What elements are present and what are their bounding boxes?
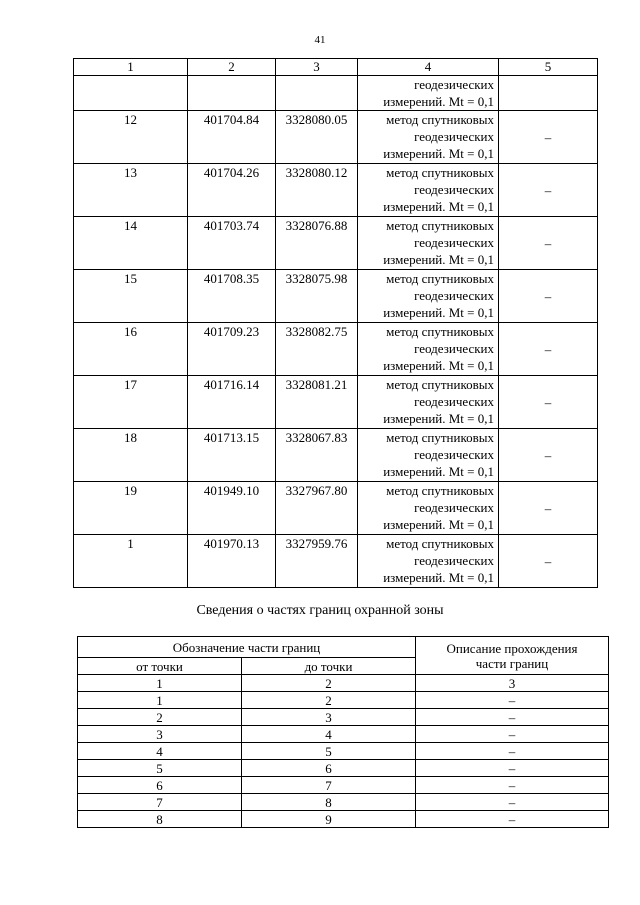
method-line: геодезических bbox=[414, 394, 494, 409]
continuation-row bbox=[74, 76, 598, 111]
cell-method bbox=[358, 535, 499, 588]
table-row bbox=[78, 709, 609, 726]
cell-y: 3328076.88 bbox=[276, 217, 358, 270]
cell-to: 4 bbox=[242, 726, 416, 743]
description-header-line: части границ bbox=[475, 655, 549, 671]
table-row bbox=[78, 811, 609, 828]
boundary-parts-table bbox=[77, 636, 609, 828]
method-line: метод спутниковых bbox=[386, 536, 494, 551]
cell-point: 18 bbox=[74, 429, 188, 482]
cell-method bbox=[358, 164, 499, 217]
table-row bbox=[78, 692, 609, 709]
cell-desc: – bbox=[416, 692, 609, 709]
method-line: измерений. Mt = 0,1 bbox=[383, 358, 494, 373]
header-col-2: 2 bbox=[188, 59, 276, 76]
method-line: измерений. Mt = 0,1 bbox=[383, 570, 494, 585]
method-line: измерений. Mt = 0,1 bbox=[383, 252, 494, 267]
table-row bbox=[74, 323, 598, 376]
cell-point: 12 bbox=[74, 111, 188, 164]
cell-note: – bbox=[499, 482, 598, 535]
cell-desc: – bbox=[416, 794, 609, 811]
page-number: 41 bbox=[314, 34, 326, 46]
cell-point: 14 bbox=[74, 217, 188, 270]
method-line: геодезических bbox=[414, 129, 494, 144]
cell-desc: – bbox=[416, 709, 609, 726]
cell-method bbox=[358, 323, 499, 376]
cell-x: 401709.23 bbox=[188, 323, 276, 376]
method-line: измерений. Mt = 0,1 bbox=[383, 146, 494, 161]
method-line: метод спутниковых bbox=[386, 324, 494, 339]
table-row bbox=[78, 777, 609, 794]
section-title: Сведения о частях границ охранной зоны bbox=[196, 603, 444, 618]
table-row bbox=[74, 217, 598, 270]
cell-point: 19 bbox=[74, 482, 188, 535]
cell-to: 8 bbox=[242, 794, 416, 811]
cell-x: 401716.14 bbox=[188, 376, 276, 429]
cell-from: 6 bbox=[78, 777, 242, 794]
table-row bbox=[78, 743, 609, 760]
description-header-line: Описание прохождения bbox=[446, 640, 578, 656]
cell-y: 3327959.76 bbox=[276, 535, 358, 588]
cell-from: 4 bbox=[78, 743, 242, 760]
cell-note: – bbox=[499, 429, 598, 482]
cell-method bbox=[358, 270, 499, 323]
cell-note bbox=[499, 76, 598, 111]
cell-note: – bbox=[499, 376, 598, 429]
table-row bbox=[74, 270, 598, 323]
cell-x: 401949.10 bbox=[188, 482, 276, 535]
cell-note: – bbox=[499, 323, 598, 376]
cell-to: 5 bbox=[242, 743, 416, 760]
cell-y: 3328080.12 bbox=[276, 164, 358, 217]
cell-note: – bbox=[499, 111, 598, 164]
cell-x: 401704.26 bbox=[188, 164, 276, 217]
method-line: измерений. Mt = 0,1 bbox=[383, 305, 494, 320]
cell-method bbox=[358, 429, 499, 482]
method-line: метод спутниковых bbox=[386, 430, 494, 445]
description-header bbox=[416, 637, 609, 675]
cell-y: 3328082.75 bbox=[276, 323, 358, 376]
table-row bbox=[78, 760, 609, 777]
method-line: геодезических bbox=[414, 447, 494, 462]
cell-point: 17 bbox=[74, 376, 188, 429]
cell-desc: – bbox=[416, 811, 609, 828]
cell-note: – bbox=[499, 217, 598, 270]
method-line: геодезических bbox=[414, 77, 494, 92]
cell-method bbox=[358, 76, 499, 111]
from-header: от точки bbox=[78, 658, 242, 675]
table-row bbox=[74, 376, 598, 429]
header-col-1: 1 bbox=[74, 59, 188, 76]
method-line: метод спутниковых bbox=[386, 218, 494, 233]
cell-from: 5 bbox=[78, 760, 242, 777]
cell-to: 9 bbox=[242, 811, 416, 828]
cell-desc: – bbox=[416, 726, 609, 743]
cell-x: 401708.35 bbox=[188, 270, 276, 323]
method-line: измерений. Mt = 0,1 bbox=[383, 517, 494, 532]
coordinates-table bbox=[73, 58, 598, 588]
cell-to: 7 bbox=[242, 777, 416, 794]
cell-to: 3 bbox=[242, 709, 416, 726]
method-line: метод спутниковых bbox=[386, 165, 494, 180]
group-header: Обозначение части границ bbox=[78, 637, 416, 658]
cell-from: 8 bbox=[78, 811, 242, 828]
table-row bbox=[74, 429, 598, 482]
cell-to: 6 bbox=[242, 760, 416, 777]
cell-method bbox=[358, 482, 499, 535]
cell-x: 401703.74 bbox=[188, 217, 276, 270]
cell-from: 3 bbox=[78, 726, 242, 743]
cell-point: 16 bbox=[74, 323, 188, 376]
cell-point: 15 bbox=[74, 270, 188, 323]
table-row bbox=[78, 726, 609, 743]
number-row bbox=[78, 675, 609, 692]
cell-x: 401704.84 bbox=[188, 111, 276, 164]
method-line: геодезических bbox=[414, 341, 494, 356]
cell-from: 2 bbox=[78, 709, 242, 726]
header-col-4: 4 bbox=[358, 59, 499, 76]
method-line: геодезических bbox=[414, 500, 494, 515]
cell-x bbox=[188, 76, 276, 111]
method-line: измерений. Mt = 0,1 bbox=[383, 94, 494, 109]
cell-note: – bbox=[499, 164, 598, 217]
number-cell: 1 bbox=[78, 675, 242, 692]
method-line: метод спутниковых bbox=[386, 483, 494, 498]
method-line: геодезических bbox=[414, 182, 494, 197]
cell-point: 1 bbox=[74, 535, 188, 588]
method-line: метод спутниковых bbox=[386, 112, 494, 127]
method-line: геодезических bbox=[414, 288, 494, 303]
cell-y: 3328080.05 bbox=[276, 111, 358, 164]
number-cell: 2 bbox=[242, 675, 416, 692]
method-line: метод спутниковых bbox=[386, 377, 494, 392]
cell-from: 7 bbox=[78, 794, 242, 811]
cell-y: 3328075.98 bbox=[276, 270, 358, 323]
header-col-3: 3 bbox=[276, 59, 358, 76]
number-cell: 3 bbox=[416, 675, 609, 692]
cell-y: 3328081.21 bbox=[276, 376, 358, 429]
method-line: геодезических bbox=[414, 553, 494, 568]
cell-y: 3327967.80 bbox=[276, 482, 358, 535]
cell-x: 401713.15 bbox=[188, 429, 276, 482]
cell-method bbox=[358, 376, 499, 429]
method-line: измерений. Mt = 0,1 bbox=[383, 464, 494, 479]
table-row bbox=[74, 535, 598, 588]
cell-note: – bbox=[499, 535, 598, 588]
cell-note: – bbox=[499, 270, 598, 323]
cell-y bbox=[276, 76, 358, 111]
method-line: геодезических bbox=[414, 235, 494, 250]
cell-desc: – bbox=[416, 743, 609, 760]
table-row bbox=[74, 111, 598, 164]
method-line: измерений. Mt = 0,1 bbox=[383, 411, 494, 426]
cell-y: 3328067.83 bbox=[276, 429, 358, 482]
cell-to: 2 bbox=[242, 692, 416, 709]
cell-from: 1 bbox=[78, 692, 242, 709]
cell-method bbox=[358, 111, 499, 164]
cell-point: 13 bbox=[74, 164, 188, 217]
method-line: измерений. Mt = 0,1 bbox=[383, 199, 494, 214]
to-header: до точки bbox=[242, 658, 416, 675]
cell-method bbox=[358, 217, 499, 270]
method-line: метод спутниковых bbox=[386, 271, 494, 286]
table-row bbox=[74, 482, 598, 535]
cell-point bbox=[74, 76, 188, 111]
cell-x: 401970.13 bbox=[188, 535, 276, 588]
header-col-5: 5 bbox=[499, 59, 598, 76]
table-row bbox=[74, 164, 598, 217]
coordinates-table-header bbox=[74, 59, 598, 76]
cell-desc: – bbox=[416, 760, 609, 777]
cell-desc: – bbox=[416, 777, 609, 794]
table-row bbox=[78, 794, 609, 811]
